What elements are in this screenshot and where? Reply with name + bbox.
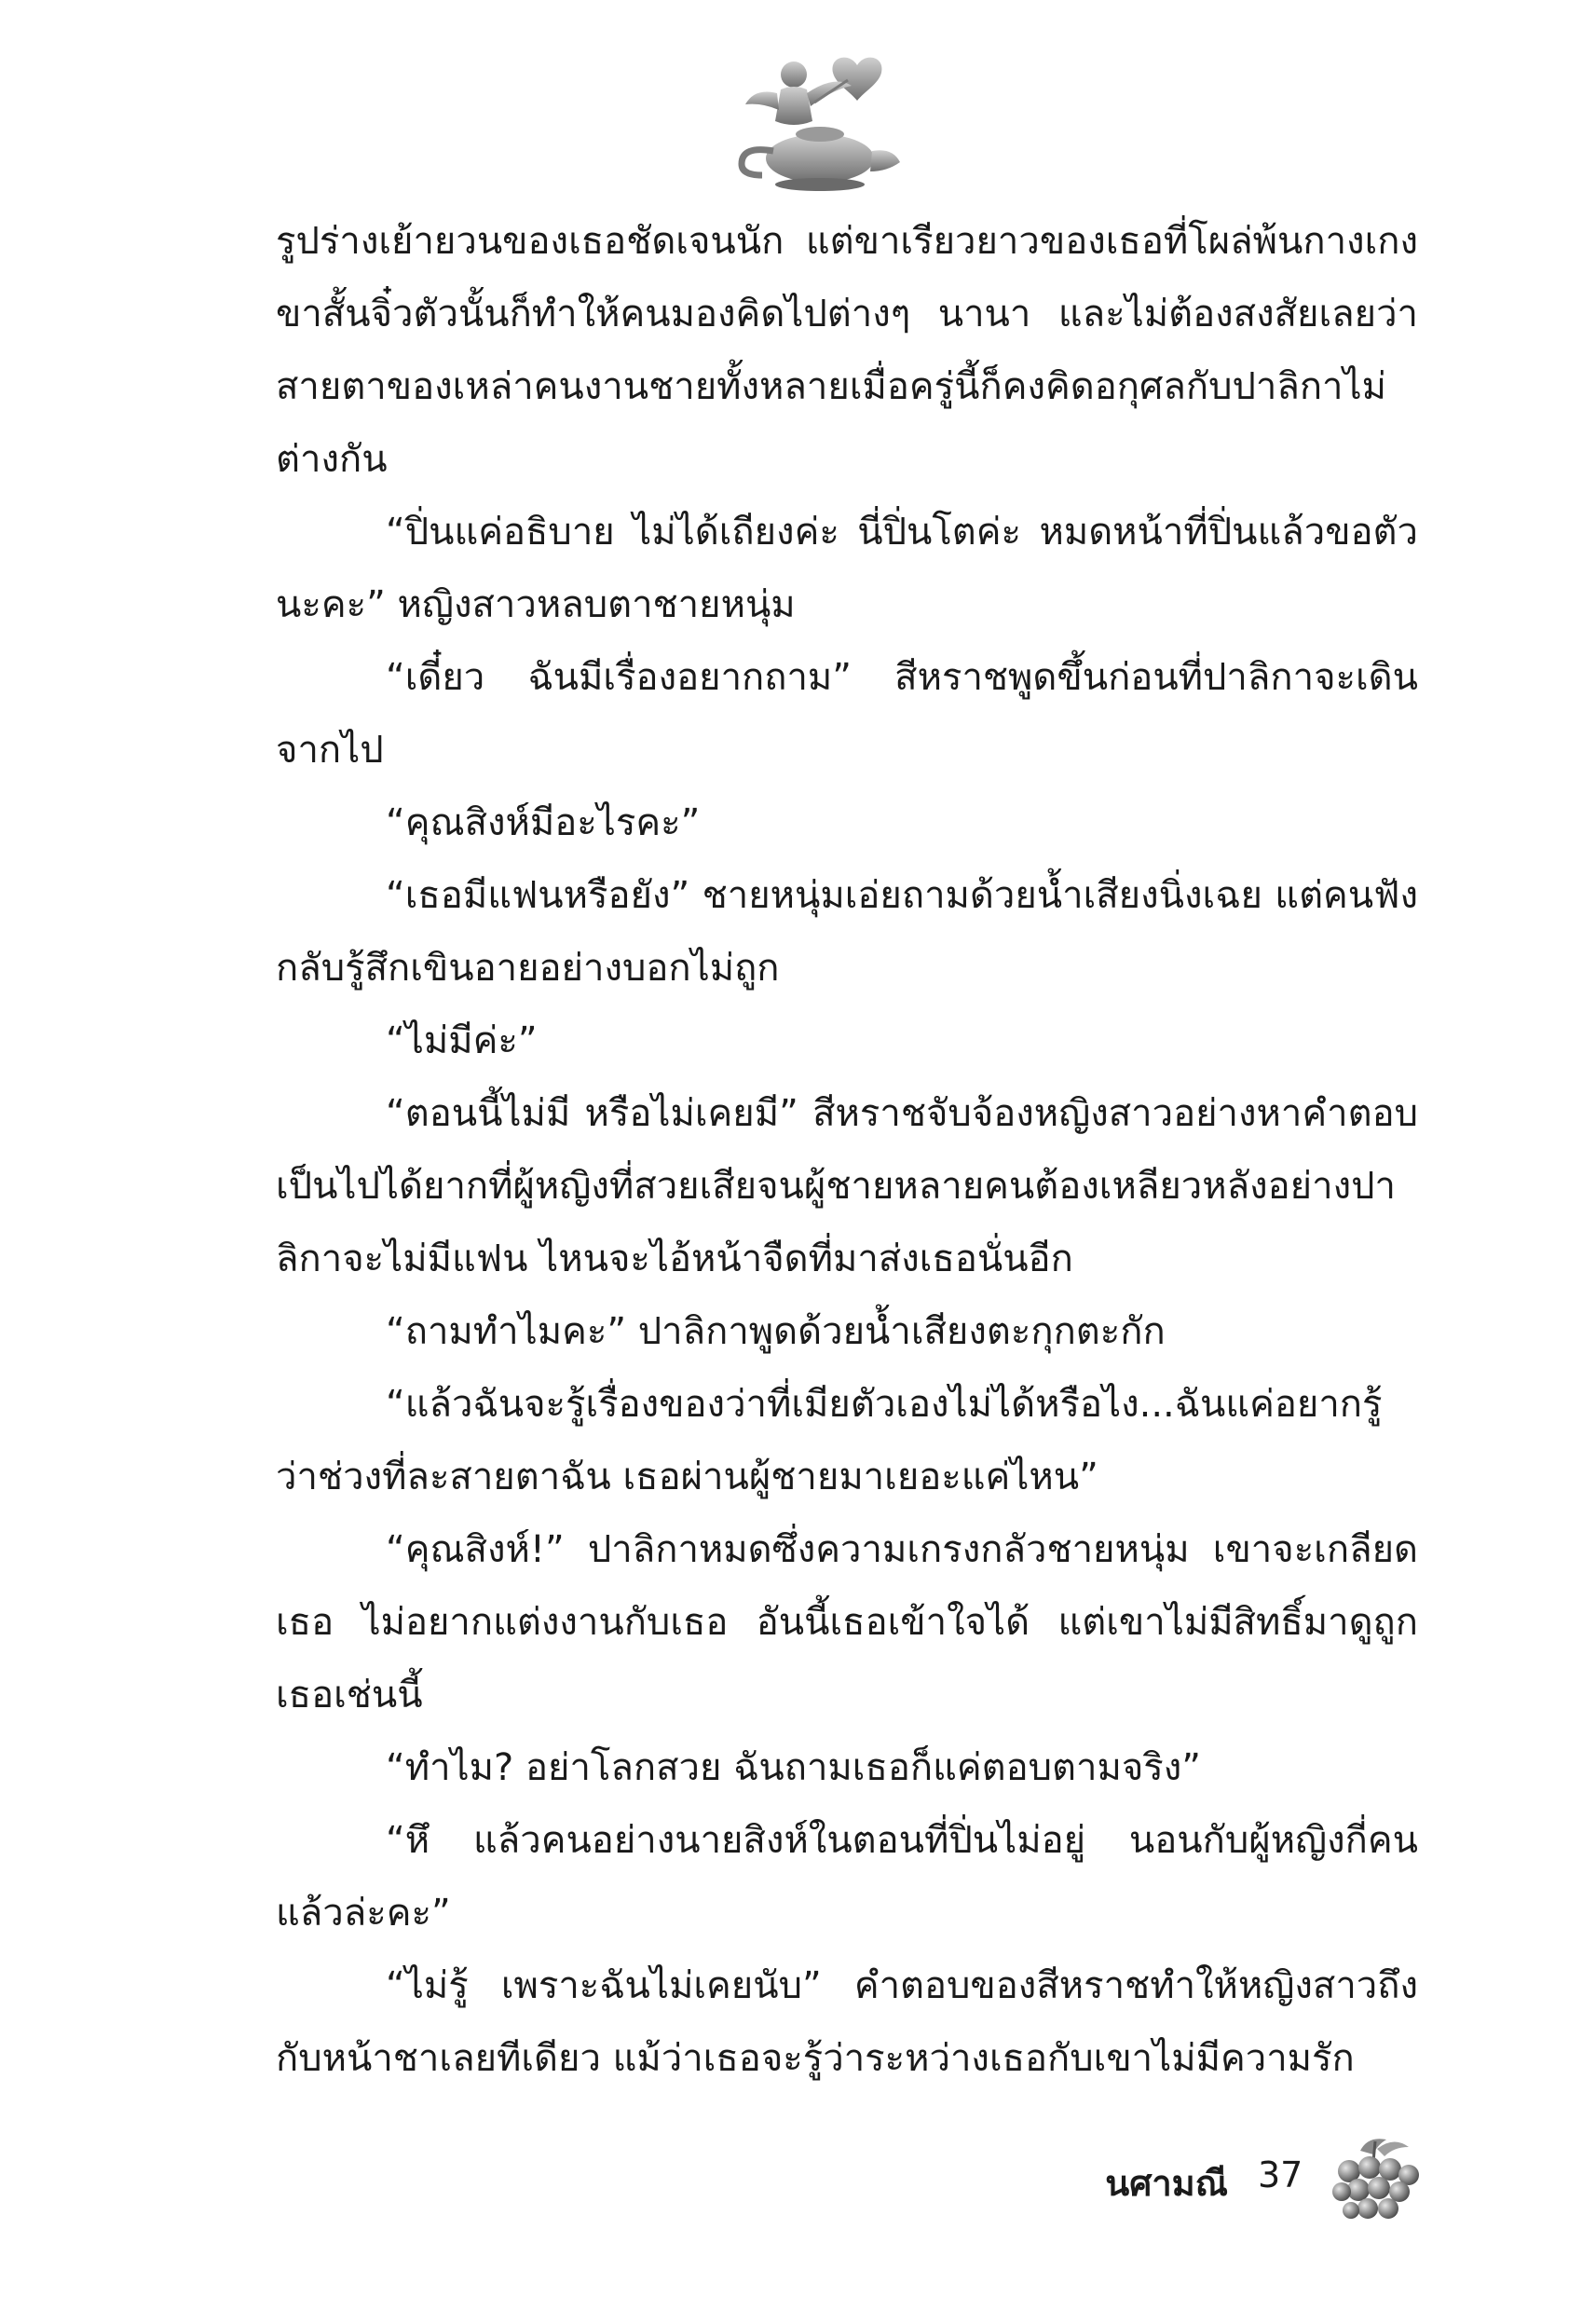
paragraph: “แล้วฉันจะรู้เรื่องของว่าที่เมียตัวเองไม่ได้หรือไง...ฉันแค่อยากรู้ว่าช่วงที่ละสายตาฉัน เธอผ่านผู้ชายมาเยอะแค่ไหน”	[276, 1383, 1383, 1498]
paragraph: “เดี๋ยว ฉันมีเรื่องอยากถาม” สีหราชพูดขึ้นก่อนที่ปาลิกาจะเดินจากไป	[276, 656, 1418, 772]
paragraph: “คุณสิงห์มีอะไรคะ”	[386, 801, 701, 844]
paragraph: “หึ แล้วคนอย่างนายสิงห์ในตอนที่ปิ่นไม่อยู่ นอนกับผู้หญิงกี่คนแล้วล่ะคะ”	[276, 1819, 1418, 1935]
page-number: 37	[1258, 2154, 1303, 2195]
grapes-icon	[1323, 2134, 1425, 2227]
paragraph: “เธอมีแฟนหรือยัง” ชายหนุ่มเอ่ยถามด้วยน้ำเสียงนิ่งเฉย แต่คนฟังกลับรู้สึกเขินอายอย่างบอกไม่ถูก	[276, 874, 1418, 990]
page-footer	[1071, 2134, 1444, 2236]
paragraph: “ทำไม? อย่าโลกสวย ฉันถามเธอก็แค่ตอบตามจริง”	[386, 1746, 1202, 1789]
paragraph: “ปิ่นแค่อธิบาย ไม่ได้เถียงค่ะ นี่ปิ่นโตค่ะ หมดหน้าที่ปิ่นแล้วขอตัวนะคะ” หญิงสาวหลบตาชายหนุ่ม	[276, 511, 1418, 626]
cupid-teapot-ornament-icon	[736, 37, 904, 196]
paragraph: “ถามทำไมคะ” ปาลิกาพูดด้วยน้ำเสียงตะกุกตะกัก	[386, 1310, 1166, 1353]
body-text	[276, 205, 1418, 2095]
author-name: นศามณี	[1105, 2163, 1228, 2204]
paragraph: “ตอนนี้ไม่มี หรือไม่เคยมี” สีหราชจับจ้องหญิงสาวอย่างหาคำตอบ เป็นไปได้ยากที่ผู้หญิงที่สวยเสียจนผู้ชายหลายคนต้องเหลียวหลังอย่างปาลิกาจะไม่มีแฟน ไหนจะไอ้หน้าจืดที่มาส่งเธอนั่นอีก	[276, 1092, 1418, 1280]
paragraph: “ไม่มีค่ะ”	[386, 1019, 538, 1062]
paragraph: “ไม่รู้ เพราะฉันไม่เคยนับ” คำตอบของสีหราชทำให้หญิงสาวถึงกับหน้าชาเลยทีเดียว แม้ว่าเธอจะรู้ว่าระหว่างเธอกับเขาไม่มีความรัก	[276, 1964, 1418, 2080]
paragraph: “คุณสิงห์!” ปาลิกาหมดซึ่งความเกรงกลัวชายหนุ่ม เขาจะเกลียดเธอ ไม่อยากแต่งงานกับเธอ อันนี้เธอเข้าใจได้ แต่เขาไม่มีสิทธิ์มาดูถูกเธอเช่นนี้	[276, 1528, 1418, 1716]
paragraph: รูปร่างเย้ายวนของเธอชัดเจนนัก แต่ขาเรียวยาวของเธอที่โผล่พ้นกางเกงขาสั้นจิ๋วตัวนั้นก็ทำให้คนมองคิดไปต่างๆ นานา และไม่ต้องสงสัยเลยว่าสายตาของเหล่าคนงานชายทั้งหลายเมื่อครู่นี้ก็คงคิดอกุศลกับปาลิกาไม่ต่างกัน	[276, 220, 1418, 481]
